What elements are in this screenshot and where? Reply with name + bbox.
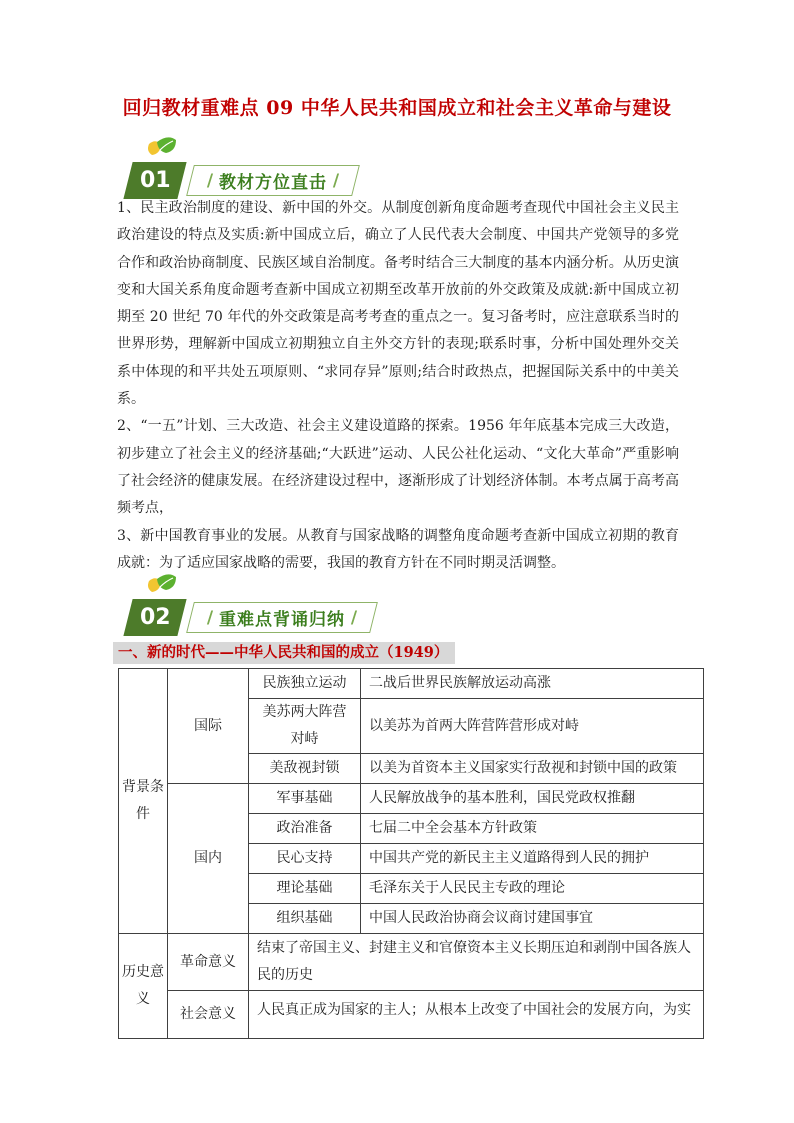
cell-desc: 七届二中全会基本方针政策 bbox=[361, 814, 704, 844]
section-number: 01 bbox=[139, 168, 171, 193]
cell-item: 革命意义 bbox=[168, 934, 249, 991]
section-number-box bbox=[123, 162, 186, 199]
paragraph-1: 1、民主政治制度的建设、新中国的外交。从制度创新角度命题考查现代中国社会主义民主政治建设的特点及实质:新中国成立后，确立了人民代表大会制度、中国共产党领导的多党合作和政治协商制度、民族区域自治制度。备考时结合三大制度的基本内涵分析。从历史演变和大国关系角度命题考查新中国成立初期至改革开放前的外交政策及成就:新中国成立初期至 20 世纪 70 年代的外交政策是高考考查的重点之一。复习备考时，应注意联系当时的世界形势，理解新中国成立初期独立自主外交方针的表现;联系时事，分析中国处理外交关系中体现的和平共处五项原则、“求同存异”原则;结合时政热点，把握国际关系中的中美关系。 bbox=[117, 200, 679, 408]
section-title-box bbox=[186, 602, 378, 633]
cell-desc: 二战后世界民族解放运动高涨 bbox=[361, 669, 704, 699]
decor-slash: / bbox=[207, 170, 214, 191]
table-row bbox=[119, 669, 704, 699]
cell-desc: 毛泽东关于人民民主专政的理论 bbox=[361, 874, 704, 904]
paragraph-3: 3、新中国教育事业的发展。从教育与国家战略的调整角度命题考查新中国成立初期的教育成就：为了适应国家战略的需要，我国的教育方针在不同时期灵活调整。 bbox=[117, 527, 679, 571]
paragraph-2: 2、“一五”计划、三大改造、社会主义建设道路的探索。1956 年年底基本完成三大改造，初步建立了社会主义的经济基础;“大跃进”运动、人民公社化运动、“文化大革命”严重影响了社会经济的健康发展。在经济建设过程中，逐渐形成了计划经济体制。本考点属于高考高频考点， bbox=[117, 418, 679, 517]
cell-item: 政治准备 bbox=[249, 814, 361, 844]
cell-desc: 人民解放战争的基本胜利，国民党政权推翻 bbox=[361, 784, 704, 814]
section-number-box bbox=[123, 599, 186, 636]
cell-desc: 以美苏为首两大阵营阵营形成对峙 bbox=[361, 699, 704, 754]
cell-item: 美苏两大阵营对峙 bbox=[249, 699, 361, 754]
cell-item: 组织基础 bbox=[249, 904, 361, 934]
decor-slash: / bbox=[351, 607, 358, 628]
summary-table bbox=[118, 668, 704, 1039]
section-number: 02 bbox=[139, 605, 171, 630]
cell-item: 民族独立运动 bbox=[249, 669, 361, 699]
cell-desc: 以美为首资本主义国家实行敌视和封锁中国的政策 bbox=[361, 754, 704, 784]
cell-desc: 中国共产党的新民主主义道路得到人民的拥护 bbox=[361, 844, 704, 874]
decor-slash: / bbox=[333, 170, 340, 191]
section-title: 教材方位直击 bbox=[219, 173, 328, 193]
table-row bbox=[119, 784, 704, 814]
cell-item: 美敌视封锁 bbox=[249, 754, 361, 784]
table-row bbox=[119, 991, 704, 1039]
cell-desc: 结束了帝国主义、封建主义和官僚资本主义长期压迫和剥削中国各族人民的历史 bbox=[249, 934, 704, 991]
section-title-box bbox=[186, 165, 360, 196]
cell-international: 国际 bbox=[168, 669, 249, 784]
table-row bbox=[119, 934, 704, 991]
section-title: 重难点背诵归纳 bbox=[219, 610, 346, 630]
cell-item: 军事基础 bbox=[249, 784, 361, 814]
cell-desc: 中国人民政治协商会议商讨建国事宜 bbox=[361, 904, 704, 934]
decor-slash: / bbox=[207, 607, 214, 628]
page-title: 回归教材重难点 09 中华人民共和国成立和社会主义革命与建设 bbox=[122, 97, 672, 119]
cell-item: 社会意义 bbox=[168, 991, 249, 1039]
cell-domestic: 国内 bbox=[168, 784, 249, 934]
exam-overview-text bbox=[117, 195, 679, 577]
topic-heading: 一、新的时代——中华人民共和国的成立（1949） bbox=[113, 642, 455, 664]
cell-item: 民心支持 bbox=[249, 844, 361, 874]
cell-desc: 人民真正成为国家的主人；从根本上改变了中国社会的发展方向，为实 bbox=[249, 991, 704, 1039]
cell-background-conditions: 背景条件 bbox=[119, 669, 168, 934]
cell-historical-significance: 历史意义 bbox=[119, 934, 168, 1039]
cell-item: 理论基础 bbox=[249, 874, 361, 904]
